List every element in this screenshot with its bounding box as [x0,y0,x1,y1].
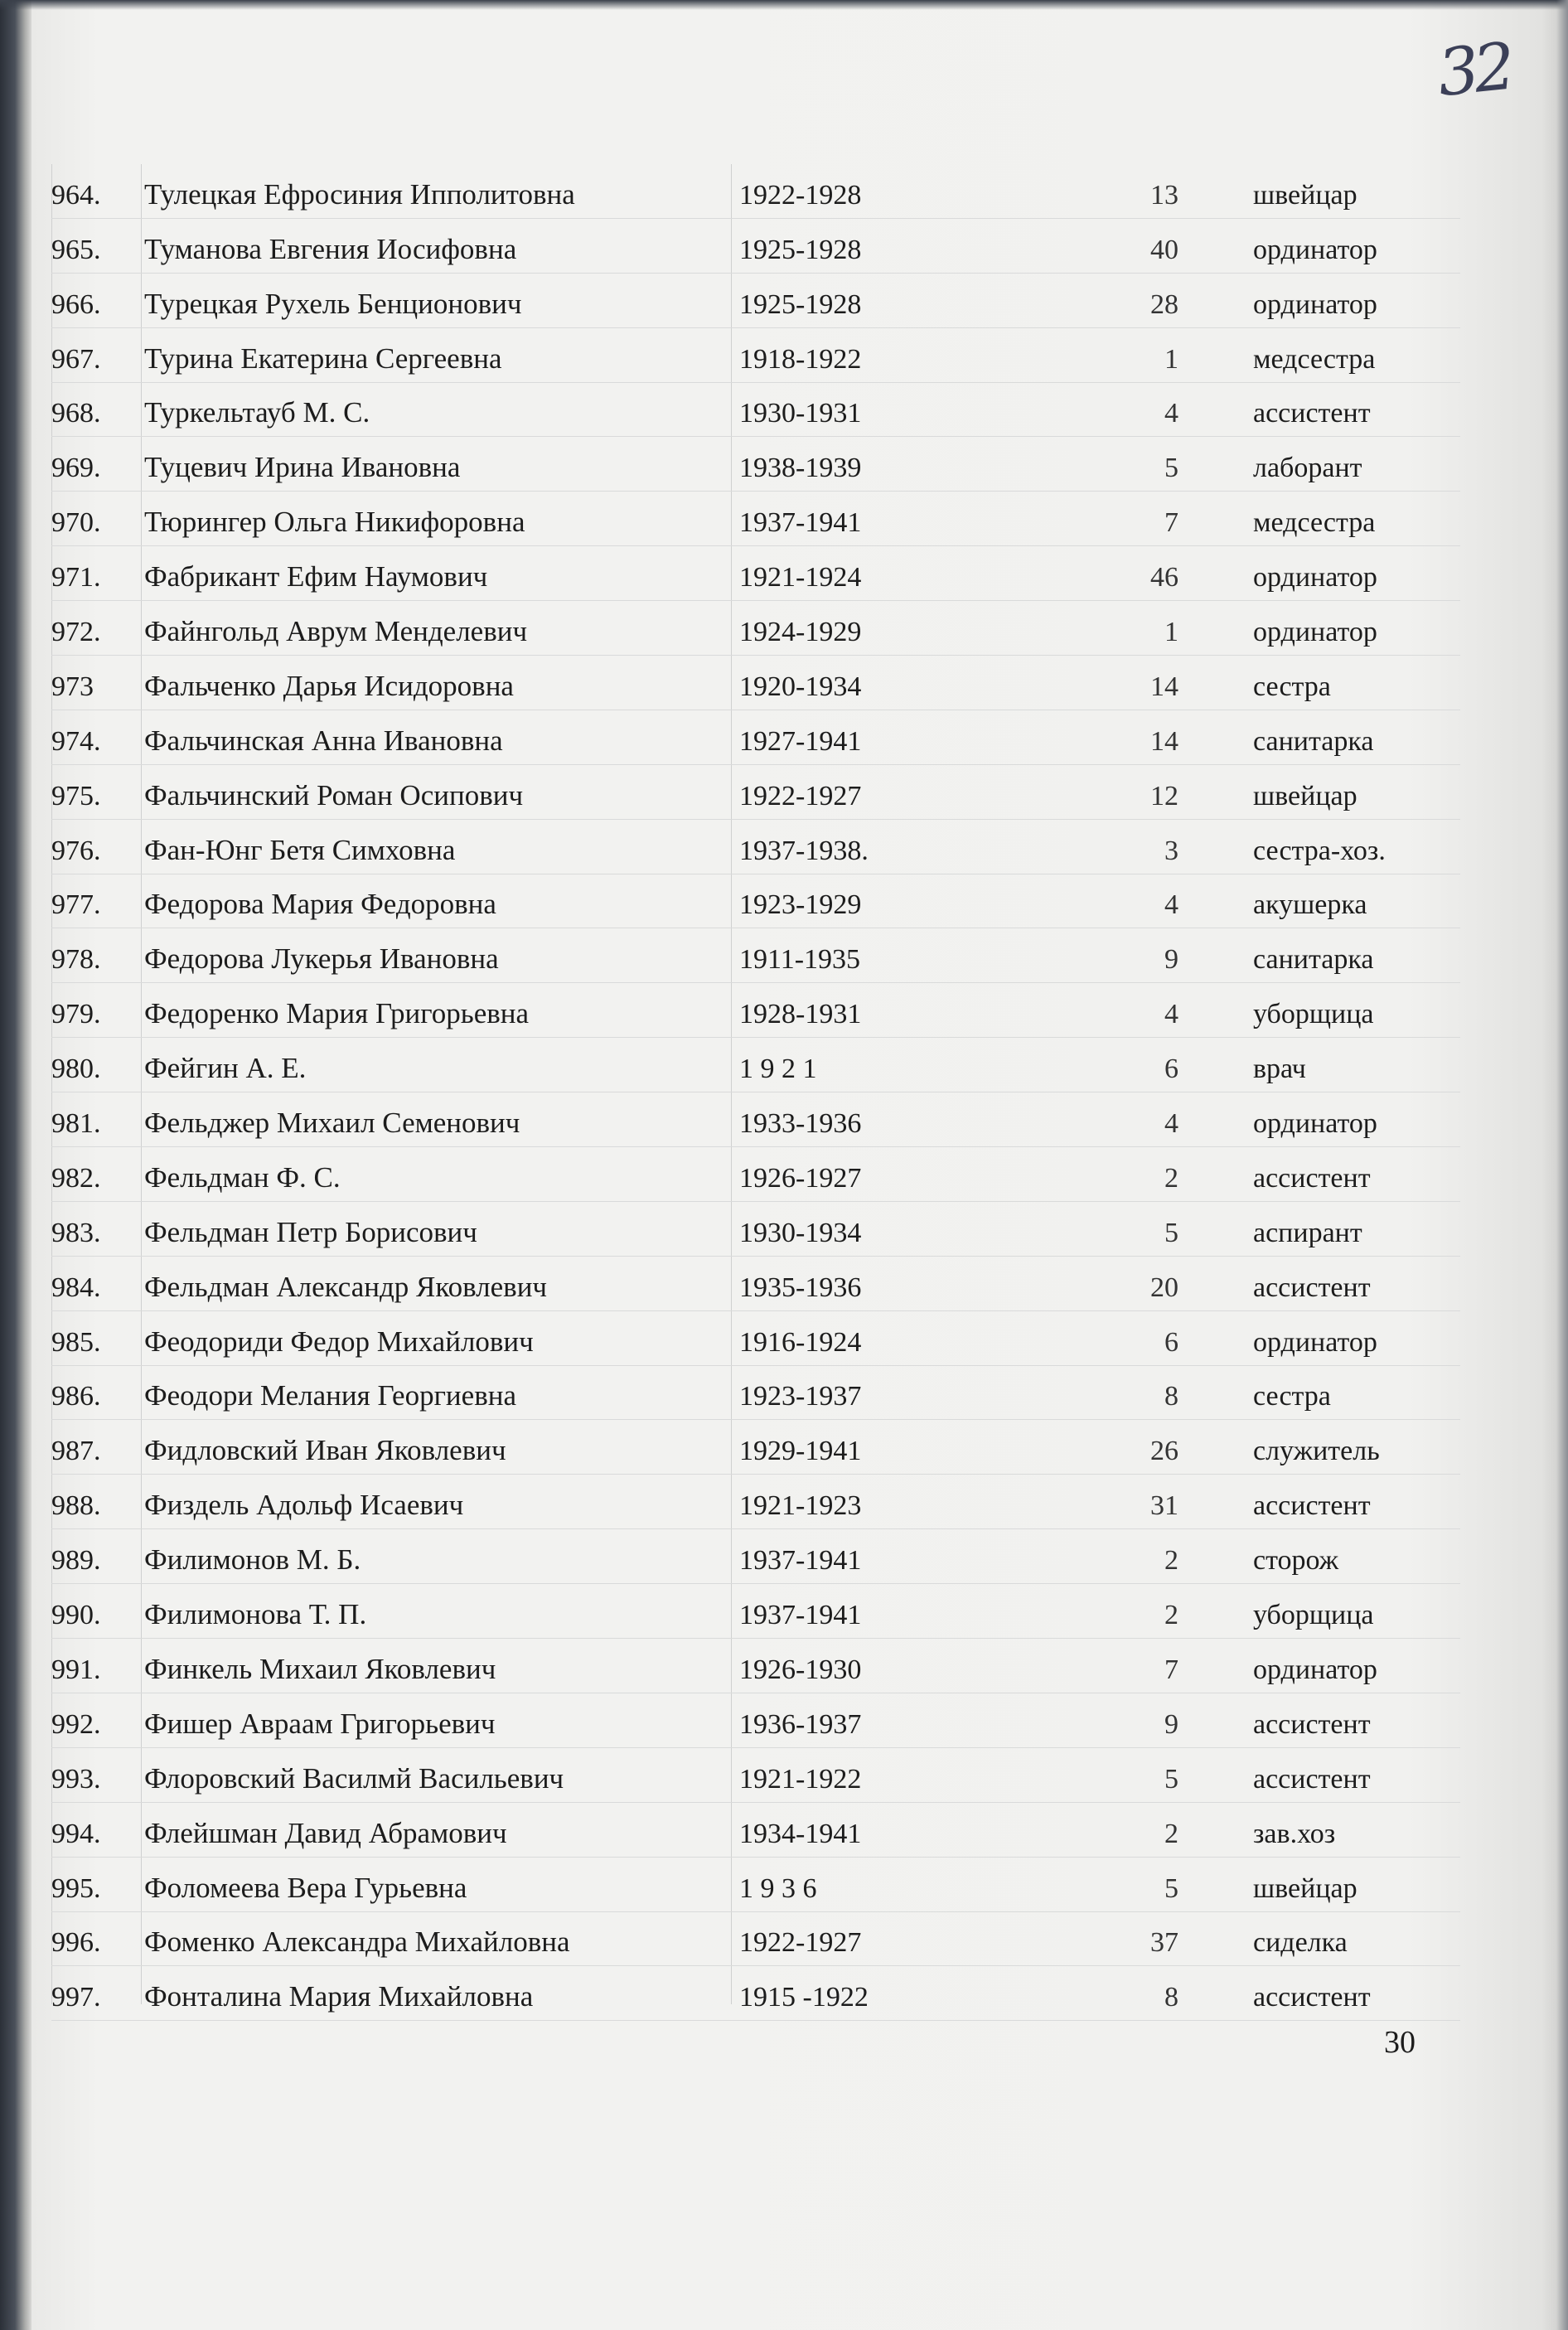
record-count: 5 [1164,1872,1178,1904]
job-title: ассистент [1253,1763,1371,1795]
ledger-row [51,219,1460,274]
person-name: Фишер Авраам Григорьевич [144,1707,496,1740]
job-title: ассистент [1253,1162,1371,1194]
ledger-row [51,546,1460,601]
service-years: 1922-1927 [739,1927,862,1959]
person-name: Феодориди Федор Михайлович [144,1325,534,1358]
entry-number: 975. [51,780,101,811]
job-title: сторож [1253,1545,1339,1577]
ledger-row [51,1966,1460,2021]
ledger-row [51,820,1460,874]
service-years: 1921-1922 [739,1763,862,1795]
record-count: 40 [1150,234,1178,265]
person-name: Туманова Евгения Иосифовна [144,232,517,265]
service-years: 1937-1941 [739,507,862,539]
person-name: Федорова Мария Федоровна [144,888,496,921]
entry-number: 995. [51,1872,101,1904]
job-title: уборщица [1253,999,1374,1030]
person-name: Флейшман Давид Абрамович [144,1816,507,1849]
person-name: Фальчинская Анна Ивановна [144,724,503,757]
service-years: 1923-1937 [739,1381,862,1412]
person-name: Физдель Адольф Исаевич [144,1489,464,1522]
record-count: 1 [1164,343,1178,375]
record-count: 28 [1150,288,1178,320]
person-name: Федорова Лукерья Ивановна [144,942,499,976]
service-years: 1936-1937 [739,1708,862,1740]
person-name: Фальченко Дарья Исидоровна [144,669,514,702]
binding-spine [0,0,31,2330]
ledger-row [51,1366,1460,1421]
ledger-row [51,1202,1460,1257]
service-years: 1915 -1922 [739,1982,869,2013]
record-count: 5 [1164,1217,1178,1248]
job-title: ординатор [1253,617,1377,648]
record-count: 5 [1164,453,1178,484]
person-name: Туркельтауб М. С. [144,396,370,429]
entry-number: 964. [51,179,101,211]
record-count: 26 [1150,1436,1178,1467]
ledger-row [51,1092,1460,1147]
entry-number: 974. [51,725,101,757]
service-years: 1925-1928 [739,288,862,320]
ledger-row [51,765,1460,820]
page-top-shadow [0,0,1568,10]
ledger-row [51,328,1460,383]
ledger-row [51,710,1460,765]
entry-number: 993. [51,1763,101,1795]
ledger-row [51,874,1460,929]
person-name: Фейгин А. Е. [144,1052,307,1085]
entry-number: 996. [51,1927,101,1959]
record-count: 8 [1164,1982,1178,2013]
job-title: ассистент [1253,1490,1371,1522]
entry-number: 988. [51,1490,101,1522]
ledger-row [51,1038,1460,1092]
service-years: 1933-1936 [739,1108,862,1140]
person-name: Тюрингер Ольга Никифоровна [144,506,525,539]
service-years: 1925-1928 [739,234,862,265]
entry-number: 986. [51,1381,101,1412]
ledger-row [51,1858,1460,1912]
job-title: зав.хоз [1253,1818,1336,1849]
job-title: швейцар [1253,179,1357,211]
job-title: служитель [1253,1436,1380,1467]
service-years: 1928-1931 [739,999,862,1030]
ledger-row [51,164,1460,219]
entry-number: 991. [51,1654,101,1685]
service-years: 1921-1924 [739,562,862,593]
service-years: 1937-1941 [739,1600,862,1631]
person-name: Фальчинский Роман Осипович [144,778,524,811]
record-count: 5 [1164,1763,1178,1795]
job-title: швейцар [1253,780,1357,811]
job-title: ординатор [1253,562,1377,593]
page-right-shadow [1556,0,1568,2330]
job-title: уборщица [1253,1600,1374,1631]
job-title: акушерка [1253,889,1367,921]
record-count: 37 [1150,1927,1178,1959]
person-name: Фонталина Мария Михайловна [144,1980,534,2013]
service-years: 1938-1939 [739,453,862,484]
person-name: Филимонова Т. П. [144,1598,367,1631]
entry-number: 980. [51,1054,101,1085]
service-years: 1935-1936 [739,1272,862,1303]
person-name: Фельдман Александр Яковлевич [144,1270,548,1303]
job-title: ассистент [1253,398,1371,429]
record-count: 20 [1150,1272,1178,1303]
entry-number: 978. [51,944,101,976]
entry-number: 965. [51,234,101,265]
person-name: Фельдман Ф. С. [144,1160,341,1194]
entry-number: 994. [51,1818,101,1849]
ledger-row [51,274,1460,328]
record-count: 7 [1164,1654,1178,1685]
entry-number: 990. [51,1600,101,1631]
entry-number: 968. [51,398,101,429]
job-title: сестра [1253,1381,1331,1412]
entry-number: 972. [51,617,101,648]
person-name: Филимонов М. Б. [144,1543,361,1577]
service-years: 1 9 2 1 [739,1054,817,1085]
entry-number: 997. [51,1982,101,2013]
record-count: 4 [1164,398,1178,429]
person-name: Турецкая Рухель Бенционович [144,287,522,320]
record-count: 9 [1164,1708,1178,1740]
record-count: 2 [1164,1545,1178,1577]
person-name: Фоменко Александра Михайловна [144,1926,570,1959]
record-count: 31 [1150,1490,1178,1522]
person-name: Туцевич Ирина Ивановна [144,451,461,484]
person-name: Фельдман Петр Борисович [144,1215,477,1248]
ledger-row [51,1311,1460,1366]
ledger-row [51,1257,1460,1311]
entry-number: 983. [51,1217,101,1248]
ledger-row [51,1803,1460,1858]
job-title: ассистент [1253,1272,1371,1303]
entry-number: 977. [51,889,101,921]
entry-number: 981. [51,1108,101,1140]
entry-number: 970. [51,507,101,539]
person-name: Турина Екатерина Сергеевна [144,342,502,375]
handwritten-folio-number: 32 [1434,29,1514,112]
job-title: ассистент [1253,1982,1371,2013]
entry-number: 973 [51,671,94,702]
record-count: 3 [1164,835,1178,866]
ledger-row [51,1147,1460,1202]
entry-number: 982. [51,1162,101,1194]
service-years: 1926-1930 [739,1654,862,1685]
ledger-row [51,983,1460,1038]
service-years: 1934-1941 [739,1818,862,1849]
ledger-row [51,1748,1460,1803]
service-years: 1924-1929 [739,617,862,648]
service-years: 1926-1927 [739,1162,862,1194]
record-count: 1 [1164,617,1178,648]
job-title: аспирант [1253,1217,1362,1248]
job-title: лаборант [1253,453,1362,484]
entry-number: 976. [51,835,101,866]
ledger-row [51,383,1460,438]
service-years: 1920-1934 [739,671,862,702]
service-years: 1916-1924 [739,1326,862,1358]
ledger-row [51,437,1460,492]
person-name: Файнгольд Аврум Менделевич [144,615,528,648]
entry-number: 989. [51,1545,101,1577]
record-count: 4 [1164,889,1178,921]
record-count: 12 [1150,780,1178,811]
person-name: Фельджер Михаил Семенович [144,1107,520,1140]
ledger-row [51,1420,1460,1475]
entry-number: 992. [51,1708,101,1740]
record-count: 4 [1164,1108,1178,1140]
entry-number: 967. [51,343,101,375]
job-title: санитарка [1253,725,1374,757]
service-years: 1929-1941 [739,1436,862,1467]
job-title: ассистент [1253,1708,1371,1740]
service-years: 1911-1935 [739,944,861,976]
service-years: 1930-1934 [739,1217,862,1248]
service-years: 1 9 3 6 [739,1872,817,1904]
job-title: сиделка [1253,1927,1348,1959]
person-name: Фоломеева Вера Гурьевна [144,1871,467,1904]
record-count: 8 [1164,1381,1178,1412]
record-count: 13 [1150,179,1178,211]
ledger-row [51,1475,1460,1529]
ledger-row [51,492,1460,546]
entry-number: 979. [51,999,101,1030]
ledger-row [51,656,1460,710]
record-count: 14 [1150,725,1178,757]
person-name: Феодори Мелания Георгиевна [144,1379,516,1412]
job-title: медсестра [1253,343,1376,375]
service-years: 1923-1929 [739,889,862,921]
service-years: 1937-1941 [739,1545,862,1577]
job-title: врач [1253,1054,1306,1085]
record-count: 4 [1164,999,1178,1030]
job-title: ординатор [1253,1108,1377,1140]
record-count: 46 [1150,562,1178,593]
job-title: ординатор [1253,234,1377,265]
ledger-row [51,1639,1460,1693]
record-count: 7 [1164,507,1178,539]
ledger-row [51,1693,1460,1748]
ledger-row [51,928,1460,983]
entry-number: 969. [51,453,101,484]
job-title: сестра-хоз. [1253,835,1386,866]
person-name: Флоровский Василмй Васильевич [144,1761,564,1795]
job-title: медсестра [1253,507,1376,539]
job-title: санитарка [1253,944,1374,976]
job-title: швейцар [1253,1872,1357,1904]
person-name: Тулецкая Ефросиния Ипполитовна [144,177,575,211]
ledger-row [51,1584,1460,1639]
entry-number: 985. [51,1326,101,1358]
service-years: 1922-1928 [739,179,862,211]
page-number: 30 [1384,2025,1416,2060]
job-title: ординатор [1253,288,1377,320]
entry-number: 984. [51,1272,101,1303]
entry-number: 966. [51,288,101,320]
ledger-row [51,601,1460,656]
person-name: Финкель Михаил Яковлевич [144,1652,496,1685]
job-title: ординатор [1253,1654,1377,1685]
service-years: 1921-1923 [739,1490,862,1522]
record-count: 2 [1164,1600,1178,1631]
ledger-row [51,1529,1460,1584]
record-count: 2 [1164,1162,1178,1194]
service-years: 1918-1922 [739,343,862,375]
service-years: 1927-1941 [739,725,862,757]
record-count: 2 [1164,1818,1178,1849]
record-count: 9 [1164,944,1178,976]
ledger-row [51,1912,1460,1967]
person-name: Фабрикант Ефим Наумович [144,560,488,593]
entry-number: 987. [51,1436,101,1467]
person-name: Федоренко Мария Григорьевна [144,997,530,1030]
service-years: 1937-1938. [739,835,869,866]
entry-number: 971. [51,562,101,593]
person-name: Фан-Юнг Бетя Симховна [144,833,456,866]
job-title: сестра [1253,671,1331,702]
record-count: 6 [1164,1326,1178,1358]
service-years: 1922-1927 [739,780,862,811]
personnel-ledger-table [51,164,1460,2021]
record-count: 14 [1150,671,1178,702]
service-years: 1930-1931 [739,398,862,429]
record-count: 6 [1164,1054,1178,1085]
job-title: ординатор [1253,1326,1377,1358]
person-name: Фидловский Иван Яковлевич [144,1434,506,1467]
